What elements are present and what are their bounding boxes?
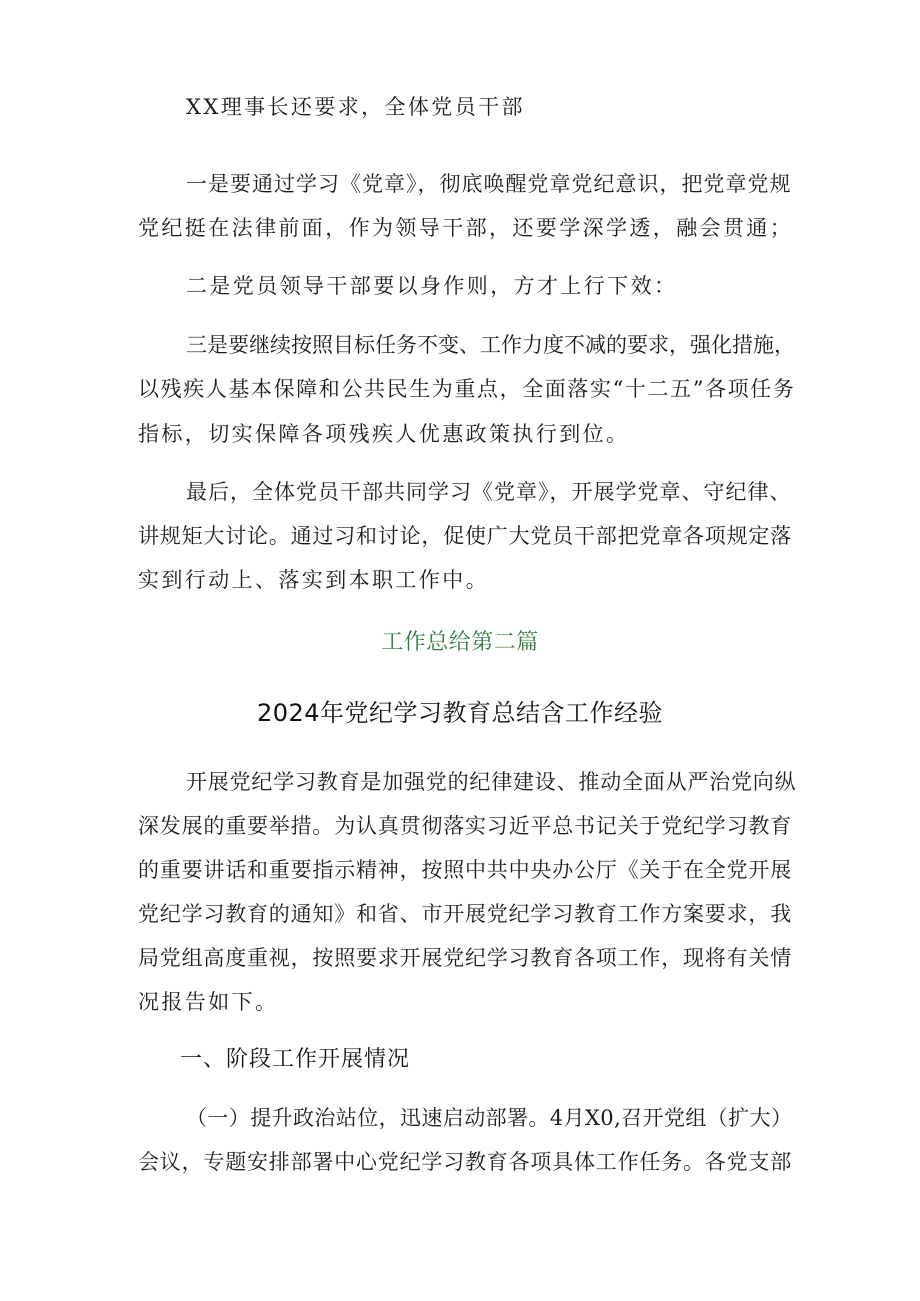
body-line-5: 局党组高度重视，按照要求开展党纪学习教育各项工作，现将有关情 [138,946,792,970]
point-4-line-3: 实到行动上、落实到本职工作中。 [138,568,489,592]
body-line-4: 党纪学习教育的通知》和省、市开展党纪学习教育工作方案要求，我 [138,902,792,926]
point-3-line-1: 三是要继续按照目标任务不变、工作力度不减的要求，强化措施， [186,333,795,357]
body-line-2: 深发展的重要举措。为认真贯彻落实习近平总书记关于党纪学习教育 [138,814,792,838]
section-label: 工作总给第二篇 [381,630,539,655]
point-3-line-3: 指标，切实保障各项残疾人优惠政策执行到位。 [138,422,630,446]
point-1-line-2: 党纪挺在法律前面，作为领导干部，还要学深学透，融会贯通； [138,216,794,240]
point-4-line-2: 讲规矩大讨论。通过习和讨论，促使广大党员干部把党章各项规定落 [138,524,792,548]
body-line-1: 开展党纪学习教育是加强党的纪律建设、推动全面从严治党向纵 [186,770,797,794]
point-2-line-1: 二是党员领导干部要以身作则，方才上行下效： [186,274,678,298]
intro-line: XX理事长还要求，全体党员干部 [186,95,525,119]
point-4-line-1: 最后，全体党员干部共同学习《党章》，开展学党章、守纪律、 [186,480,792,504]
part-1-line-2: 会议，专题安排部署中心党纪学习教育各项具体工作任务。各党支部 [138,1150,792,1174]
point-3-line-2: 以残疾人基本保障和公共民生为重点，全面落实“十二五”各项任务 [138,377,796,401]
point-1-line-1: 一是要通过学习《党章》，彻底唤醒党章党纪意识，把党章党规 [186,172,792,196]
part-1-line-1: （一）提升政治站位，迅速启动部署。4月X0,召开党组（扩大） [186,1106,793,1130]
part-1-heading: 一、阶段工作开展情况 [180,1047,411,1072]
body-line-6: 况报告如下。 [138,990,279,1014]
body-line-3: 的重要讲话和重要指示精神，按照中共中央办公厅《关于在全党开展 [138,858,792,882]
document-title: 2024年党纪学习教育总结含工作经验 [256,699,664,727]
